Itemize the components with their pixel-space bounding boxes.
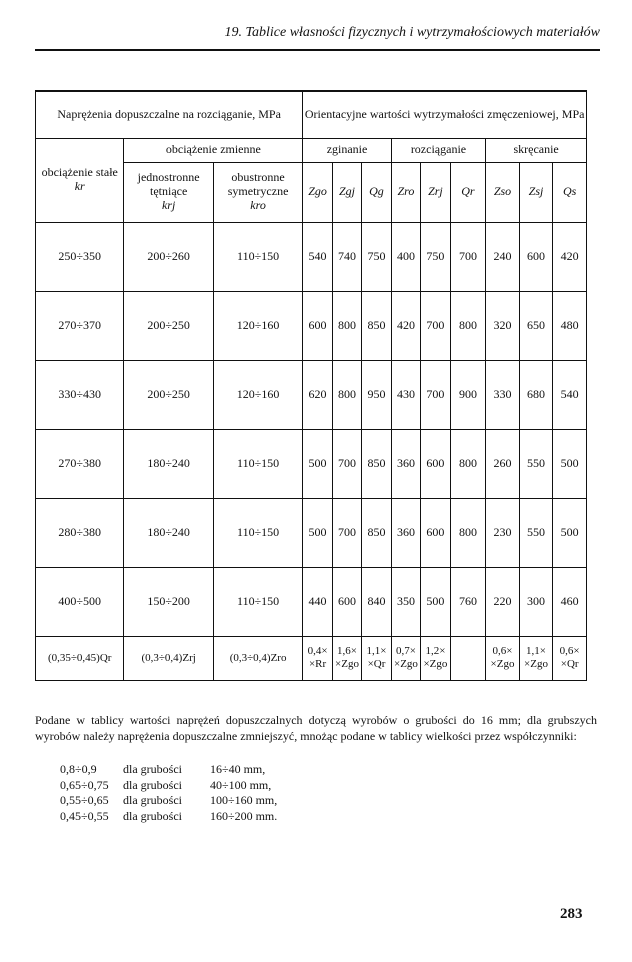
header-static: obciążenie stałe kr <box>36 138 124 222</box>
cell: 950 <box>362 360 391 429</box>
coefficient-factor: 0,55÷0,65 <box>60 793 109 808</box>
cell: 200÷250 <box>124 291 213 360</box>
cell: 270÷370 <box>36 291 124 360</box>
cell: 0,4× ×Rr <box>303 636 332 680</box>
cell: 430 <box>391 360 420 429</box>
cell: 220 <box>486 567 520 636</box>
list-item <box>60 809 277 825</box>
cell: 600 <box>303 291 332 360</box>
cell: 600 <box>421 498 450 567</box>
cell: 440 <box>303 567 332 636</box>
cell: 800 <box>450 429 486 498</box>
cell: 360 <box>391 429 420 498</box>
coefficient-range: 160÷200 mm. <box>210 808 278 823</box>
cell: 500 <box>303 429 332 498</box>
table-row <box>36 291 587 360</box>
cell: 750 <box>421 222 450 291</box>
cell: 900 <box>450 360 486 429</box>
list-item <box>60 778 277 794</box>
cell: 550 <box>519 429 553 498</box>
cell: 150÷200 <box>124 567 213 636</box>
col-zso: Zso <box>486 162 520 222</box>
cell: 850 <box>362 498 391 567</box>
cell: 110÷150 <box>213 498 302 567</box>
cell: 250÷350 <box>36 222 124 291</box>
cell: 480 <box>553 291 587 360</box>
cell: 460 <box>553 567 587 636</box>
cell: 800 <box>450 291 486 360</box>
cell: 1,1× ×Zgo <box>519 636 553 680</box>
header-torsion: skręcanie <box>486 138 587 162</box>
cell: (0,3÷0,4)Zro <box>213 636 302 680</box>
coefficient-label: dla grubości <box>123 762 182 776</box>
cell: 110÷150 <box>213 429 302 498</box>
coefficient-range: 16÷40 mm, <box>210 762 266 776</box>
table-row <box>36 567 587 636</box>
table-row <box>36 360 587 429</box>
cell: 550 <box>519 498 553 567</box>
cell: 740 <box>332 222 361 291</box>
col-qs: Qs <box>553 162 587 222</box>
cell: 850 <box>362 429 391 498</box>
list-item <box>60 793 277 809</box>
coefficient-list <box>60 762 277 824</box>
coefficient-label: dla grubości <box>123 793 182 808</box>
cell: 120÷160 <box>213 291 302 360</box>
cell: 320 <box>486 291 520 360</box>
cell: 700 <box>332 429 361 498</box>
cell: 1,1× ×Qr <box>362 636 391 680</box>
cell: 620 <box>303 360 332 429</box>
cell: (0,35÷0,45)Qr <box>36 636 124 680</box>
cell: 600 <box>421 429 450 498</box>
cell: 0,7× ×Zgo <box>391 636 420 680</box>
cell: 270÷380 <box>36 429 124 498</box>
cell: 240 <box>486 222 520 291</box>
cell: 600 <box>519 222 553 291</box>
header-pulsating: jednostronne tętniące krj <box>124 162 213 222</box>
header-variable: obciążenie zmienne <box>124 138 303 162</box>
cell: 800 <box>332 360 361 429</box>
note-paragraph: Podane w tablicy wartości naprężeń dopuszczalnych dotyczą wyrobów o grubości do 16 mm; dla grubszych wyrobów należy naprężenia dopuszczalne zmniejszyć, mnożąc podane w tablicy wielkości przez współczynniki: <box>35 713 597 743</box>
cell: 200÷250 <box>124 360 213 429</box>
table-row <box>36 429 587 498</box>
coefficient-label: dla grubości <box>123 808 182 823</box>
col-zrj: Zrj <box>421 162 450 222</box>
col-zgj: Zgj <box>332 162 361 222</box>
col-zsj: Zsj <box>519 162 553 222</box>
col-qg: Qg <box>362 162 391 222</box>
cell <box>450 636 486 680</box>
cell: 330÷430 <box>36 360 124 429</box>
table-body <box>36 222 587 636</box>
page-number: 283 <box>560 906 583 922</box>
col-zgo: Zgo <box>303 162 332 222</box>
coefficient-factor: 0,45÷0,55 <box>60 808 109 823</box>
cell: 700 <box>421 360 450 429</box>
coefficient-range: 40÷100 mm, <box>210 777 272 792</box>
coefficient-factor: 0,8÷0,9 <box>60 762 97 776</box>
cell: 0,6× ×Zgo <box>486 636 520 680</box>
cell: 300 <box>519 567 553 636</box>
coefficient-factor: 0,65÷0,75 <box>60 777 109 792</box>
cell: 280÷380 <box>36 498 124 567</box>
cell: 0,6× ×Qr <box>553 636 587 680</box>
cell: 420 <box>553 222 587 291</box>
header-tension: rozciąganie <box>391 138 486 162</box>
cell: 110÷150 <box>213 567 302 636</box>
header-bending: zginanie <box>303 138 391 162</box>
table-row-formulas <box>36 636 587 680</box>
cell: 200÷260 <box>124 222 213 291</box>
header-rule <box>35 49 600 51</box>
cell: 120÷160 <box>213 360 302 429</box>
cell: 840 <box>362 567 391 636</box>
header-allowable: Naprężenia dopuszczalne na rozciąganie, MPa <box>36 91 303 138</box>
properties-table <box>35 90 587 681</box>
cell: 700 <box>450 222 486 291</box>
coefficient-range: 100÷160 mm, <box>210 793 278 808</box>
cell: 500 <box>553 498 587 567</box>
cell: 700 <box>332 498 361 567</box>
cell: 110÷150 <box>213 222 302 291</box>
cell: 400 <box>391 222 420 291</box>
coefficient-label: dla grubości <box>123 777 182 792</box>
cell: 350 <box>391 567 420 636</box>
col-zro: Zro <box>391 162 420 222</box>
cell: 650 <box>519 291 553 360</box>
cell: 400÷500 <box>36 567 124 636</box>
cell: 850 <box>362 291 391 360</box>
table-row <box>36 222 587 291</box>
header-alternating: obustronne symetryczne kro <box>213 162 302 222</box>
cell: 760 <box>450 567 486 636</box>
cell: 800 <box>332 291 361 360</box>
cell: (0,3÷0,4)Zrj <box>124 636 213 680</box>
cell: 500 <box>303 498 332 567</box>
cell: 360 <box>391 498 420 567</box>
cell: 180÷240 <box>124 498 213 567</box>
cell: 230 <box>486 498 520 567</box>
cell: 680 <box>519 360 553 429</box>
cell: 260 <box>486 429 520 498</box>
cell: 750 <box>362 222 391 291</box>
cell: 500 <box>553 429 587 498</box>
cell: 1,6× ×Zgo <box>332 636 361 680</box>
header-fatigue: Orientacyjne wartości wytrzymałości zmęczeniowej, MPa <box>303 91 587 138</box>
cell: 700 <box>421 291 450 360</box>
list-item <box>60 762 277 778</box>
cell: 540 <box>303 222 332 291</box>
cell: 1,2× ×Zgo <box>421 636 450 680</box>
cell: 600 <box>332 567 361 636</box>
running-header: 19. Tablice własności fizycznych i wytrzymałościowych materiałów <box>224 25 600 40</box>
cell: 420 <box>391 291 420 360</box>
cell: 540 <box>553 360 587 429</box>
table-row <box>36 498 587 567</box>
cell: 800 <box>450 498 486 567</box>
cell: 500 <box>421 567 450 636</box>
cell: 180÷240 <box>124 429 213 498</box>
cell: 330 <box>486 360 520 429</box>
col-qr: Qr <box>450 162 486 222</box>
